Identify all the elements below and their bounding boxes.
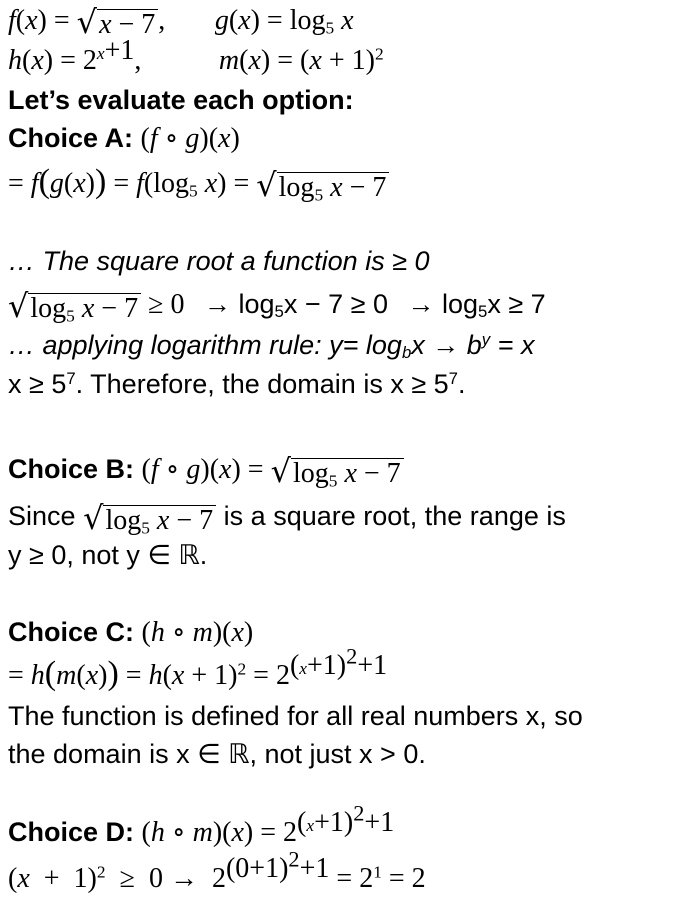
step2-sub: 5 — [274, 302, 284, 322]
choice-d-step: $(x + 1)^2 \ge 0 \to 2^{(0+1)^2+1} = 2^1 = 2$ — [8, 847, 426, 894]
step3-sub: 5 — [478, 302, 488, 322]
definitions-row-1 — [8, 2, 354, 41]
choice-b-text-2: y ≥ 0, not y ∈ ℝ. — [8, 540, 208, 570]
step3-pre: → log — [407, 289, 479, 319]
choice-b-text-1: Since √ $\log_5 x - 7$ is a square root, the range is — [8, 499, 566, 538]
choice-a-steps: √ $\log_5 x - 7$ ≥ $0 \to \log_5x - 7 \ge 0 \to \log_5x \ge 7$ — [8, 287, 546, 326]
choice-a-header — [8, 120, 240, 156]
choice-b-expr: (f ∘ g)(x) = √ $\log_5 x - 7$ — [142, 454, 404, 485]
definitions-row-2 — [8, 35, 384, 78]
choice-c-composition: = $h(m(x)) = h(x + 1)^2 = 2^{(x+1)^2+1}$ — [8, 644, 388, 692]
choice-a-expr: (f ∘ g)(x) — [140, 123, 240, 154]
choice-c-label: Choice C: — [8, 617, 135, 647]
choice-c-text-2: the domain is x ∈ ℝ, not just x > 0. — [8, 739, 426, 769]
choice-c-expr: (h ∘ m)(x) — [141, 617, 254, 648]
choice-b-label: Choice B: — [8, 454, 135, 484]
choice-d-expr: (h ∘ $m)(x) = 2^{(x+1)^2+1}$ — [141, 801, 395, 848]
intro-heading: Let’s evaluate each option: — [8, 85, 354, 115]
choice-a-conclusion: $x \ge 5^7$. Therefore, the domain is $x \ge 5^7$. — [8, 368, 466, 399]
choice-c-header — [8, 614, 253, 650]
def-m: $m(x) = (x + 1)^2$ — [218, 44, 384, 76]
choice-d-header — [8, 801, 395, 850]
choice-a-note-1: … The square root a function is ≥ 0 — [8, 246, 430, 276]
choice-c-text-1: The function is defined for all real numbers x, so — [8, 701, 583, 731]
def-h: $h(x) = 2^{x+1}$, — [8, 35, 142, 76]
choice-a-label: Choice A: — [8, 123, 134, 153]
step2-pre: → log — [203, 289, 275, 319]
choice-d-label: Choice D: — [8, 817, 135, 847]
step3-post: x ≥ 7 — [487, 289, 546, 319]
def-f: f(x) = √ x − 7 , — [8, 3, 166, 41]
step2-post: x − 7 ≥ 0 — [283, 289, 388, 319]
choice-a-composition: = $f(g(x)) = f(\log_5$ x) = √ $\log_5 x - 7$ — [8, 164, 389, 200]
choice-a-note-2: … applying logarithm rule: $y= \log_bx \to b^y = x$ — [8, 329, 535, 363]
def-g: $g(x) = \log_5 x$ — [214, 5, 354, 38]
choice-b-header — [8, 451, 404, 491]
